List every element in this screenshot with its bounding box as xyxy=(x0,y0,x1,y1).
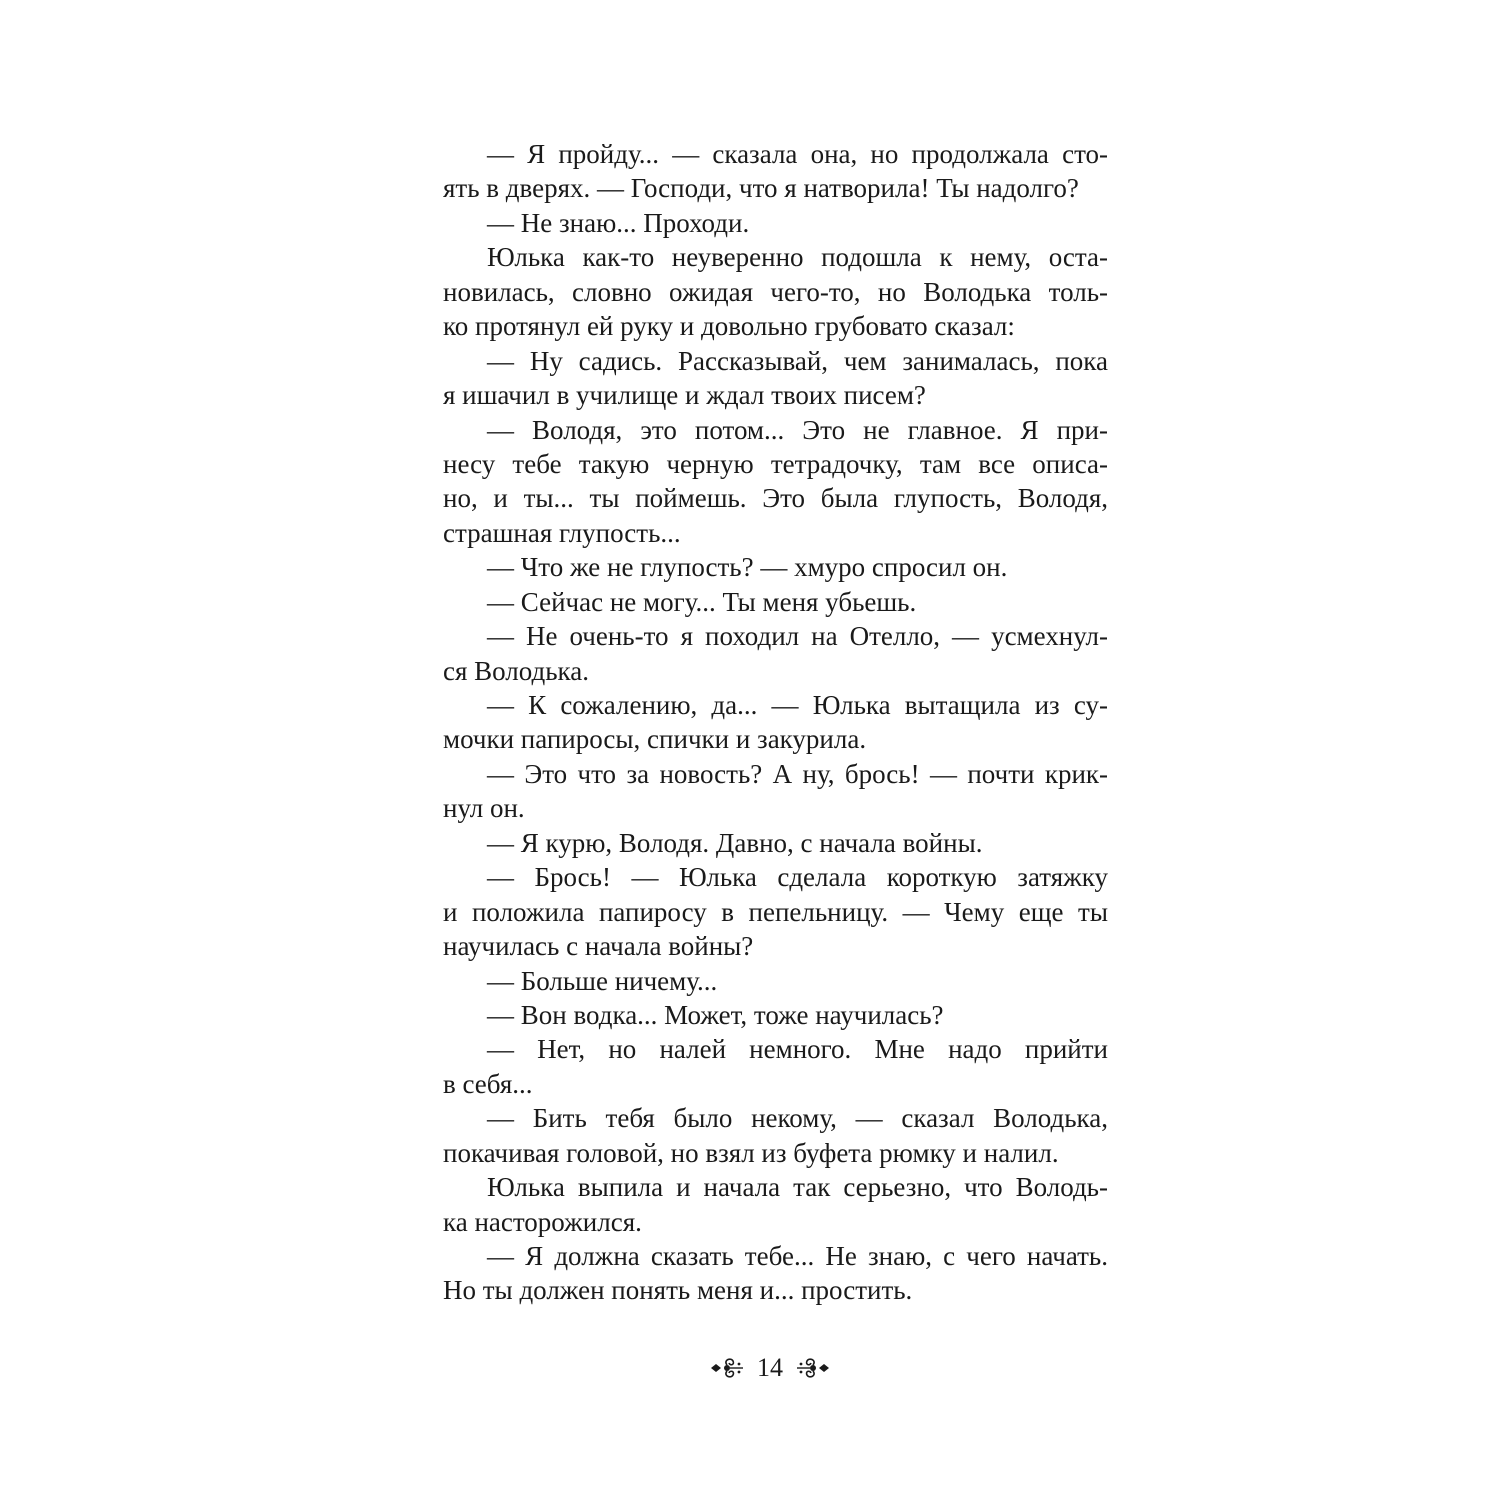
text-line: — Нет, но налей немного. Мне надо прийти xyxy=(487,1034,1108,1065)
text-line: ко протянул ей руку и довольно грубовато сказал: xyxy=(443,311,1015,342)
text-line: и положила папиросу в пепельницу. — Чему еще ты xyxy=(443,896,1108,927)
text-line: — Больше ничему... xyxy=(487,965,718,996)
text-line: нул он. xyxy=(443,793,525,824)
text-line: Но ты должен понять меня и... простить. xyxy=(443,1275,913,1306)
text-line: — К сожалению, да... — Юлька вытащила из су- xyxy=(487,690,1108,720)
text-line: — Сейчас не могу... Ты меня убьешь. xyxy=(487,586,917,617)
text-line: Юлька выпила и начала так серьезно, что Володь- xyxy=(487,1172,1108,1203)
text-line: мочки папиросы, спички и закурила. xyxy=(443,724,867,755)
text-line: ять в дверях. — Господи, что я натворила! Ты надолго? xyxy=(443,173,1079,204)
page-number: 14 xyxy=(757,1353,783,1382)
text-line: — Володя, это потом... Это не главное. Я при- xyxy=(487,414,1108,445)
text-line: страшная глупость... xyxy=(443,517,681,548)
page-body xyxy=(443,137,1108,1308)
text-line: Юлька как-то неуверенно подошла к нему, оста- xyxy=(487,242,1108,273)
text-line: — Брось! — Юлька сделала короткую затяжку xyxy=(487,862,1108,893)
text-line: — Не знаю... Проходи. xyxy=(487,207,750,238)
text-line: покачивая головой, но взял из буфета рюмку и налил. xyxy=(443,1137,1059,1168)
text-line: — Ну садись. Рассказывай, чем занималась, пока xyxy=(487,345,1108,376)
text-line: новилась, словно ожидая чего-то, но Володька толь- xyxy=(443,276,1108,307)
text-line: но, и ты... ты поймешь. Это была глупость, Володя, xyxy=(443,483,1108,514)
text-line: несу тебе такую черную тетрадочку, там все описа- xyxy=(443,448,1108,479)
text-line: ка насторожился. xyxy=(443,1206,642,1237)
page-footer xyxy=(700,1348,840,1388)
text-line: ся Володька. xyxy=(443,655,589,686)
text-line: я ишачил в училище и ждал твоих писем? xyxy=(443,380,926,411)
floral-ornament-icon xyxy=(795,1354,831,1382)
text-line: — Я курю, Володя. Давно, с начала войны. xyxy=(487,827,983,858)
floral-ornament-icon xyxy=(709,1354,745,1382)
text-line: — Не очень-то я походил на Отелло, — усмехнул- xyxy=(487,621,1108,652)
text-line: — Я должна сказать тебе... Не знаю, с чего начать. xyxy=(487,1241,1108,1271)
text-line: научилась с начала войны? xyxy=(443,931,754,962)
text-line: — Вон водка... Может, тоже научилась? xyxy=(487,999,944,1030)
text-line: — Что же не глупость? — хмуро спросил он. xyxy=(487,552,1008,583)
text-line: — Я пройду... — сказала она, но продолжала сто- xyxy=(487,139,1108,169)
text-line: в себя... xyxy=(443,1068,533,1099)
text-line: — Это что за новость? А ну, брось! — почти крик- xyxy=(487,758,1108,789)
text-line: — Бить тебя было некому, — сказал Володька, xyxy=(487,1103,1108,1134)
